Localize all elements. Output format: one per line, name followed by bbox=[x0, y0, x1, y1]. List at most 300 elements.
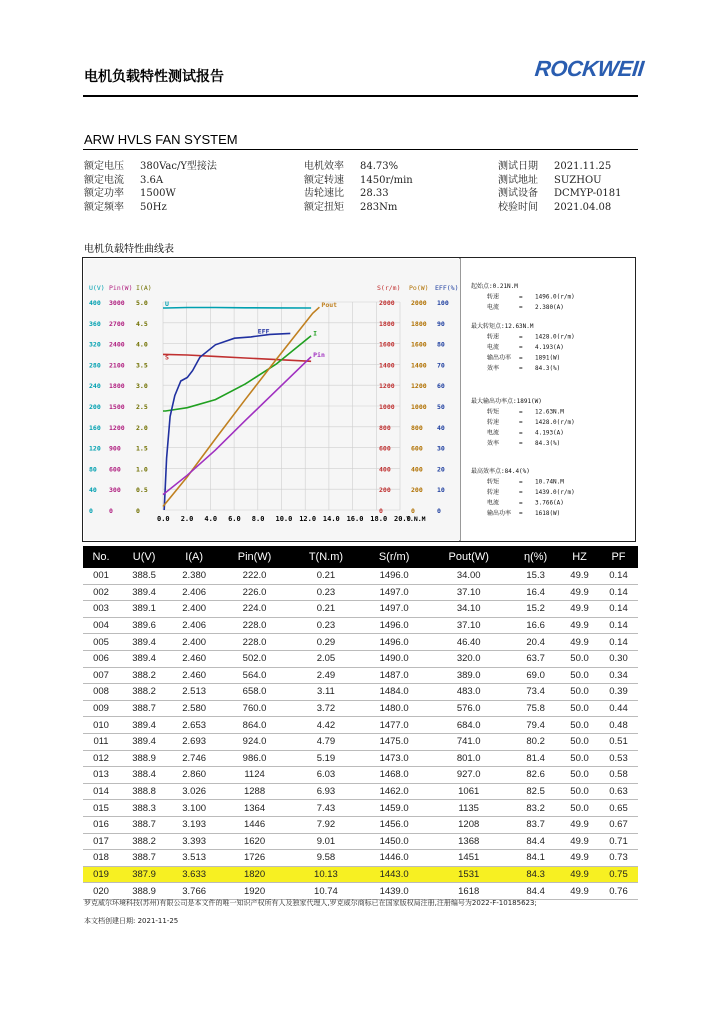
left-tick-label: 2400 bbox=[109, 340, 125, 349]
table-cell: 1920 bbox=[219, 883, 290, 900]
right-tick-label: 1600 bbox=[379, 340, 395, 349]
table-cell: 0.71 bbox=[599, 833, 638, 850]
table-cell: 388.7 bbox=[119, 816, 169, 833]
right-tick-label: 20 bbox=[437, 465, 445, 474]
left-tick-label: 240 bbox=[89, 382, 101, 391]
table-cell: 6.93 bbox=[290, 783, 362, 800]
table-cell: 1497.0 bbox=[362, 584, 426, 601]
table-cell: 0.21 bbox=[290, 601, 362, 618]
spec-value: 3.6A bbox=[140, 174, 164, 186]
left-tick-label: 1.0 bbox=[136, 465, 148, 474]
table-cell: 1468.0 bbox=[362, 767, 426, 784]
annotation-key: 输出功率 bbox=[487, 354, 512, 362]
table-cell: 388.2 bbox=[119, 684, 169, 701]
annotation-value: 12.63N.M bbox=[535, 408, 564, 416]
left-tick-label: 280 bbox=[89, 361, 101, 370]
annotation-value: 4.193(A) bbox=[535, 429, 564, 437]
left-tick-label: 3.0 bbox=[136, 382, 148, 391]
x-tick-label: 0.0 bbox=[157, 515, 170, 523]
annotation-eq: = bbox=[519, 354, 523, 362]
table-cell: 1288 bbox=[219, 783, 290, 800]
table-cell: 49.9 bbox=[560, 883, 599, 900]
table-cell: 50.0 bbox=[560, 667, 599, 684]
left-axis-header: Pin(W) bbox=[109, 284, 133, 292]
annotation-key: 转速 bbox=[487, 489, 500, 496]
table-cell: 0.48 bbox=[599, 717, 638, 734]
header-divider bbox=[83, 95, 638, 97]
right-tick-label: 0 bbox=[379, 507, 383, 515]
table-cell: 004 bbox=[83, 617, 119, 634]
table-cell: 3.11 bbox=[290, 684, 362, 701]
table-row bbox=[83, 568, 638, 584]
table-cell: 10.13 bbox=[290, 866, 362, 883]
table-cell: 3.026 bbox=[169, 783, 219, 800]
left-tick-label: 0 bbox=[136, 507, 140, 515]
table-cell: 81.4 bbox=[511, 750, 560, 767]
series-line-u bbox=[163, 308, 311, 309]
table-cell: 79.4 bbox=[511, 717, 560, 734]
table-body bbox=[83, 568, 638, 899]
right-tick-label: 200 bbox=[379, 486, 391, 495]
spec-value: 50Hz bbox=[140, 201, 167, 213]
load-characteristic-chart bbox=[83, 258, 635, 541]
table-cell: 49.9 bbox=[560, 850, 599, 867]
table-cell: 49.9 bbox=[560, 816, 599, 833]
left-axis-header: U(V) bbox=[89, 284, 105, 292]
spec-label: 额定转速 bbox=[304, 174, 344, 186]
right-tick-label: 1400 bbox=[411, 361, 427, 370]
table-cell: 226.0 bbox=[219, 584, 290, 601]
series-label: I bbox=[313, 329, 318, 338]
column-header: T(N.m) bbox=[290, 546, 362, 568]
x-tick-label: 10.0 bbox=[275, 515, 293, 523]
right-tick-label: 2000 bbox=[379, 299, 395, 307]
table-cell: 2.693 bbox=[169, 733, 219, 750]
table-cell: 0.29 bbox=[290, 634, 362, 651]
table-row bbox=[83, 767, 638, 784]
table-cell: 0.65 bbox=[599, 800, 638, 817]
x-tick-label: 12.0 bbox=[299, 515, 317, 523]
table-cell: 2.746 bbox=[169, 750, 219, 767]
spec-label: 额定频率 bbox=[84, 201, 124, 213]
annotation-value: 1618(W) bbox=[535, 510, 561, 517]
table-cell: 0.14 bbox=[599, 634, 638, 651]
annotation-title: 起始点:0.21N.M bbox=[471, 283, 518, 290]
table-cell: 73.4 bbox=[511, 684, 560, 701]
table-cell: 388.8 bbox=[119, 783, 169, 800]
column-header: Pin(W) bbox=[219, 546, 290, 568]
table-cell: 83.7 bbox=[511, 816, 560, 833]
annotation-eq: = bbox=[519, 419, 523, 426]
annotation-key: 电流 bbox=[487, 499, 500, 507]
table-row bbox=[83, 866, 638, 883]
table-cell: 1364 bbox=[219, 800, 290, 817]
right-tick-label: 1400 bbox=[379, 361, 395, 370]
table-cell: 388.2 bbox=[119, 833, 169, 850]
left-tick-label: 160 bbox=[89, 423, 101, 432]
table-cell: 20.4 bbox=[511, 634, 560, 651]
annotation-title: 最大转矩点:12.63N.M bbox=[471, 323, 534, 330]
annotation-value: 84.3(%) bbox=[535, 365, 561, 372]
table-cell: 63.7 bbox=[511, 650, 560, 667]
table-cell: 002 bbox=[83, 584, 119, 601]
table-cell: 684.0 bbox=[426, 717, 511, 734]
table-cell: 34.00 bbox=[426, 568, 511, 584]
left-tick-label: 320 bbox=[89, 340, 101, 349]
table-cell: 0.75 bbox=[599, 866, 638, 883]
table-cell: 388.3 bbox=[119, 800, 169, 817]
table-cell: 6.03 bbox=[290, 767, 362, 784]
table-cell: 1368 bbox=[426, 833, 511, 850]
table-cell: 1462.0 bbox=[362, 783, 426, 800]
table-cell: 3.100 bbox=[169, 800, 219, 817]
table-cell: 9.01 bbox=[290, 833, 362, 850]
table-cell: 37.10 bbox=[426, 584, 511, 601]
table-cell: 1490.0 bbox=[362, 650, 426, 667]
annotation-value: 1496.0(r/m) bbox=[535, 293, 575, 301]
left-tick-label: 4.5 bbox=[136, 319, 148, 328]
table-cell: 1618 bbox=[426, 883, 511, 900]
table-cell: 0.58 bbox=[599, 767, 638, 784]
table-cell: 84.1 bbox=[511, 850, 560, 867]
series-label: EFF bbox=[257, 327, 270, 336]
table-cell: 4.79 bbox=[290, 733, 362, 750]
right-tick-label: 1200 bbox=[379, 382, 395, 391]
table-cell: 483.0 bbox=[426, 684, 511, 701]
table-cell: 011 bbox=[83, 733, 119, 750]
table-cell: 15.2 bbox=[511, 601, 560, 618]
annotation-eq: = bbox=[519, 293, 523, 301]
table-row bbox=[83, 650, 638, 667]
column-header: η(%) bbox=[511, 546, 560, 568]
right-axis-header: S(r/m) bbox=[377, 284, 401, 292]
table-row bbox=[83, 816, 638, 833]
table-cell: 1450.0 bbox=[362, 833, 426, 850]
table-cell: 50.0 bbox=[560, 650, 599, 667]
table-cell: 1446 bbox=[219, 816, 290, 833]
table-cell: 50.0 bbox=[560, 717, 599, 734]
annotation-eq: = bbox=[519, 478, 523, 486]
left-tick-label: 2.0 bbox=[136, 423, 148, 432]
table-header-row bbox=[83, 546, 638, 568]
right-tick-label: 60 bbox=[437, 382, 445, 391]
right-tick-label: 2000 bbox=[411, 299, 427, 307]
table-cell: 388.5 bbox=[119, 568, 169, 584]
table-cell: 801.0 bbox=[426, 750, 511, 767]
table-cell: 50.0 bbox=[560, 684, 599, 701]
table-row bbox=[83, 667, 638, 684]
table-cell: 49.9 bbox=[560, 568, 599, 584]
table-cell: 4.42 bbox=[290, 717, 362, 734]
table-cell: 16.4 bbox=[511, 584, 560, 601]
table-cell: 007 bbox=[83, 667, 119, 684]
annotation-key: 输出功率 bbox=[487, 510, 512, 517]
left-tick-label: 1800 bbox=[109, 382, 125, 391]
right-tick-label: 1200 bbox=[411, 382, 427, 391]
table-cell: 0.14 bbox=[599, 584, 638, 601]
column-header: No. bbox=[83, 546, 119, 568]
left-tick-label: 0 bbox=[109, 507, 113, 515]
table-cell: 1443.0 bbox=[362, 866, 426, 883]
annotation-key: 转速 bbox=[487, 293, 500, 301]
spec-label: 测试地址 bbox=[498, 174, 538, 186]
table-cell: 1061 bbox=[426, 783, 511, 800]
right-tick-label: 50 bbox=[437, 403, 445, 411]
annotation-value: 1891(W) bbox=[535, 354, 561, 362]
left-tick-label: 3000 bbox=[109, 299, 125, 307]
annotation-value: 1428.0(r/m) bbox=[535, 419, 575, 426]
table-cell: 0.67 bbox=[599, 816, 638, 833]
annotation-eq: = bbox=[519, 344, 523, 351]
table-cell: 7.92 bbox=[290, 816, 362, 833]
table-cell: 1820 bbox=[219, 866, 290, 883]
table-cell: 2.400 bbox=[169, 601, 219, 618]
right-tick-label: 400 bbox=[411, 465, 423, 474]
table-cell: 017 bbox=[83, 833, 119, 850]
table-cell: 49.9 bbox=[560, 634, 599, 651]
table-cell: 001 bbox=[83, 568, 119, 584]
table-row bbox=[83, 584, 638, 601]
annotation-eq: = bbox=[519, 365, 523, 372]
spec-column-3 bbox=[498, 160, 622, 214]
table-cell: 1484.0 bbox=[362, 684, 426, 701]
table-cell: 2.460 bbox=[169, 650, 219, 667]
x-tick-label: 4.0 bbox=[204, 515, 218, 523]
system-divider bbox=[83, 149, 638, 150]
table-cell: 389.4 bbox=[119, 584, 169, 601]
table-cell: 50.0 bbox=[560, 750, 599, 767]
spec-value: 84.73% bbox=[360, 161, 399, 172]
spec-value: SUZHOU bbox=[554, 174, 602, 186]
table-cell: 008 bbox=[83, 684, 119, 701]
table-cell: 0.44 bbox=[599, 700, 638, 717]
annotation-key: 转速 bbox=[487, 333, 500, 341]
table-row bbox=[83, 601, 638, 618]
table-cell: 1208 bbox=[426, 816, 511, 833]
table-cell: 49.9 bbox=[560, 833, 599, 850]
right-tick-label: 1600 bbox=[411, 340, 427, 349]
annotation-eq: = bbox=[519, 440, 523, 447]
right-tick-label: 0 bbox=[437, 507, 441, 515]
left-tick-label: 0.5 bbox=[136, 486, 148, 495]
left-tick-label: 2100 bbox=[109, 361, 125, 370]
table-cell: 49.9 bbox=[560, 584, 599, 601]
table-cell: 0.23 bbox=[290, 584, 362, 601]
table-cell: 0.53 bbox=[599, 750, 638, 767]
spec-column-1 bbox=[84, 160, 217, 214]
table-cell: 69.0 bbox=[511, 667, 560, 684]
spec-label: 额定功率 bbox=[84, 188, 124, 200]
left-tick-label: 1.5 bbox=[136, 444, 148, 453]
table-cell: 49.9 bbox=[560, 866, 599, 883]
table-cell: 389.4 bbox=[119, 717, 169, 734]
table-cell: 7.43 bbox=[290, 800, 362, 817]
x-tick-label: 2.0 bbox=[180, 515, 194, 523]
table-cell: 576.0 bbox=[426, 700, 511, 717]
left-tick-label: 600 bbox=[109, 465, 121, 474]
table-cell: 15.3 bbox=[511, 568, 560, 584]
report-title: 电机负载特性测试报告 bbox=[84, 69, 224, 85]
x-tick-label: 6.0 bbox=[228, 515, 241, 523]
spec-value: 1500W bbox=[140, 188, 176, 200]
system-name: ARW HVLS FAN SYSTEM bbox=[84, 132, 238, 147]
table-cell: 1496.0 bbox=[362, 617, 426, 634]
chart-annotations bbox=[471, 282, 575, 517]
right-tick-label: 10 bbox=[437, 486, 445, 495]
right-tick-label: 70 bbox=[437, 361, 445, 370]
column-header: HZ bbox=[560, 546, 599, 568]
left-tick-label: 2.5 bbox=[136, 403, 148, 411]
table-cell: 50.0 bbox=[560, 800, 599, 817]
annotation-key: 效率 bbox=[487, 365, 500, 372]
table-cell: 389.1 bbox=[119, 601, 169, 618]
table-row bbox=[83, 684, 638, 701]
table-cell: 1451 bbox=[426, 850, 511, 867]
table-cell: 3.766 bbox=[169, 883, 219, 900]
table-cell: 3.513 bbox=[169, 850, 219, 867]
table-cell: 2.380 bbox=[169, 568, 219, 584]
table-cell: 1439.0 bbox=[362, 883, 426, 900]
table-cell: 82.5 bbox=[511, 783, 560, 800]
table-cell: 5.19 bbox=[290, 750, 362, 767]
x-tick-label: 8.0 bbox=[251, 515, 265, 523]
right-tick-label: 80 bbox=[437, 340, 445, 349]
right-tick-label: 600 bbox=[411, 444, 423, 453]
table-cell: 2.400 bbox=[169, 634, 219, 651]
table-cell: 019 bbox=[83, 866, 119, 883]
spec-label: 测试设备 bbox=[498, 188, 538, 200]
annotation-key: 电流 bbox=[487, 344, 500, 351]
left-tick-label: 2700 bbox=[109, 319, 125, 328]
table-cell: 1124 bbox=[219, 767, 290, 784]
table-cell: 0.14 bbox=[599, 568, 638, 584]
table-cell: 3.72 bbox=[290, 700, 362, 717]
table-cell: 3.393 bbox=[169, 833, 219, 850]
spec-column-2 bbox=[304, 160, 413, 214]
right-tick-label: 0 bbox=[411, 507, 415, 515]
annotation-eq: = bbox=[519, 499, 523, 507]
right-axis-header: EFF(%) bbox=[435, 284, 459, 292]
left-tick-label: 300 bbox=[109, 486, 121, 495]
table-cell: 1446.0 bbox=[362, 850, 426, 867]
spec-label: 额定电流 bbox=[84, 174, 124, 186]
table-cell: 502.0 bbox=[219, 650, 290, 667]
spec-label: 齿轮速比 bbox=[304, 188, 344, 200]
annotation-value: 2.380(A) bbox=[535, 304, 564, 311]
x-tick-label: 16.0 bbox=[346, 515, 364, 523]
table-cell: 1459.0 bbox=[362, 800, 426, 817]
left-tick-label: 1200 bbox=[109, 423, 125, 432]
table-cell: 2.653 bbox=[169, 717, 219, 734]
table-cell: 80.2 bbox=[511, 733, 560, 750]
table-cell: 0.14 bbox=[599, 601, 638, 618]
table-row bbox=[83, 783, 638, 800]
table-cell: 564.0 bbox=[219, 667, 290, 684]
table-cell: 50.0 bbox=[560, 700, 599, 717]
left-tick-label: 4.0 bbox=[136, 340, 148, 349]
table-row bbox=[83, 800, 638, 817]
table-row bbox=[83, 634, 638, 651]
annotation-key: 转矩 bbox=[487, 478, 500, 486]
table-cell: 388.2 bbox=[119, 667, 169, 684]
annotation-key: 转速 bbox=[487, 419, 500, 426]
annotation-title: 最高效率点:84.4(%) bbox=[471, 468, 530, 475]
left-axis-header: I(A) bbox=[136, 284, 152, 292]
spec-value: 2021.04.08 bbox=[554, 201, 612, 213]
table-cell: 1487.0 bbox=[362, 667, 426, 684]
table-cell: 387.9 bbox=[119, 866, 169, 883]
table-cell: 012 bbox=[83, 750, 119, 767]
left-tick-label: 360 bbox=[89, 319, 101, 328]
series-label: Pin bbox=[313, 350, 325, 359]
x-tick-label: 20.0 bbox=[394, 515, 411, 523]
right-tick-label: 1800 bbox=[411, 319, 427, 328]
x-tick-label: 14.0 bbox=[322, 515, 340, 523]
annotation-title: 最大输出功率点:1891(W) bbox=[471, 398, 542, 405]
annotation-eq: = bbox=[519, 304, 523, 311]
table-cell: 0.73 bbox=[599, 850, 638, 867]
table-cell: 50.0 bbox=[560, 733, 599, 750]
table-cell: 389.4 bbox=[119, 634, 169, 651]
right-tick-label: 200 bbox=[411, 486, 423, 495]
right-tick-label: 90 bbox=[437, 319, 445, 328]
spec-value: 380Vac/Y型接法 bbox=[140, 161, 217, 172]
table-cell: 927.0 bbox=[426, 767, 511, 784]
table-row bbox=[83, 750, 638, 767]
table-cell: 020 bbox=[83, 883, 119, 900]
table-row bbox=[83, 733, 638, 750]
table-cell: 015 bbox=[83, 800, 119, 817]
right-tick-label: 1800 bbox=[379, 319, 395, 328]
table-cell: 84.4 bbox=[511, 833, 560, 850]
table-cell: 1135 bbox=[426, 800, 511, 817]
left-tick-label: 80 bbox=[89, 465, 97, 474]
table-row bbox=[83, 700, 638, 717]
annotation-value: 4.193(A) bbox=[535, 344, 564, 351]
left-tick-label: 200 bbox=[89, 403, 101, 411]
left-tick-label: 3.5 bbox=[136, 361, 148, 370]
table-cell: 224.0 bbox=[219, 601, 290, 618]
left-tick-label: 120 bbox=[89, 444, 101, 453]
annotation-key: 效率 bbox=[487, 440, 500, 447]
annotation-eq: = bbox=[519, 333, 523, 341]
table-cell: 2.860 bbox=[169, 767, 219, 784]
table-cell: 1475.0 bbox=[362, 733, 426, 750]
table-cell: 84.3 bbox=[511, 866, 560, 883]
table-cell: 2.406 bbox=[169, 584, 219, 601]
table-cell: 84.4 bbox=[511, 883, 560, 900]
left-tick-label: 900 bbox=[109, 444, 121, 453]
table-cell: 37.10 bbox=[426, 617, 511, 634]
table-cell: 16.6 bbox=[511, 617, 560, 634]
spec-label: 电机效率 bbox=[304, 161, 344, 172]
company-logo: ROCKWEII bbox=[533, 56, 645, 81]
right-tick-label: 1000 bbox=[379, 403, 395, 411]
right-tick-label: 800 bbox=[379, 423, 391, 432]
table-cell: 0.30 bbox=[599, 650, 638, 667]
x-tick-label: 18.0 bbox=[370, 515, 388, 523]
table-row bbox=[83, 833, 638, 850]
right-tick-label: 1000 bbox=[411, 403, 427, 411]
spec-label: 额定扭矩 bbox=[304, 201, 344, 213]
spec-label: 测试日期 bbox=[498, 161, 538, 172]
left-tick-label: 1500 bbox=[109, 403, 125, 411]
table-cell: 10.74 bbox=[290, 883, 362, 900]
table-cell: 2.05 bbox=[290, 650, 362, 667]
annotation-eq: = bbox=[519, 510, 523, 517]
table-cell: 018 bbox=[83, 850, 119, 867]
table-cell: 1480.0 bbox=[362, 700, 426, 717]
